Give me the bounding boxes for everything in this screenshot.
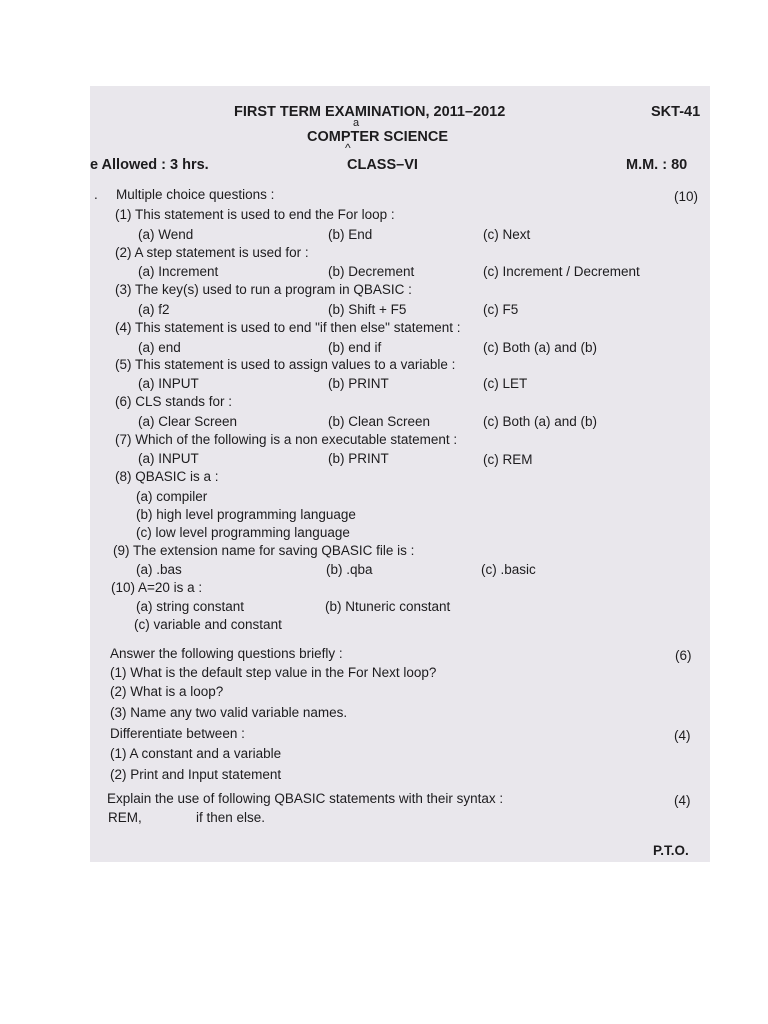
section4-marks: (4)	[674, 793, 691, 808]
option: (c) low level programming language	[136, 525, 350, 540]
option: (c) .basic	[481, 562, 536, 577]
time-allowed: e Allowed : 3 hrs.	[90, 157, 209, 173]
list-item: (2) Print and Input statement	[110, 767, 282, 782]
question: (8) QBASIC is a :	[115, 469, 219, 484]
option: (a) INPUT	[138, 451, 199, 466]
max-marks: M.M. : 80	[626, 157, 688, 173]
option: (a) compiler	[136, 489, 208, 504]
option: (a) Wend	[138, 227, 194, 242]
option: (a) Increment	[138, 264, 219, 279]
option: (a) INPUT	[138, 376, 199, 391]
section3-marks: (4)	[674, 728, 691, 743]
option: (c) REM	[483, 452, 533, 467]
option: (c) LET	[483, 376, 528, 391]
option: (b) .qba	[326, 562, 373, 577]
option: (b) Clean Screen	[328, 414, 431, 429]
class-label: CLASS–VI	[347, 157, 418, 173]
list-item: (1) What is the default step value in the For Next loop?	[110, 665, 437, 680]
question: (7) Which of the following is a non executable statement :	[115, 432, 458, 447]
exam-title: FIRST TERM EXAMINATION, 2011–2012	[234, 104, 506, 120]
question: (5) This statement is used to assign values to a variable :	[115, 357, 456, 372]
question: (9) The extension name for saving QBASIC file is :	[113, 543, 415, 558]
option: (a) f2	[138, 302, 170, 317]
section1-marks: (10)	[674, 189, 699, 204]
option: (c) Both (a) and (b)	[483, 340, 598, 355]
question: (6) CLS stands for :	[115, 394, 233, 409]
list-item: (3) Name any two valid variable names.	[110, 705, 348, 720]
section2-title: Answer the following questions briefly :	[110, 646, 343, 661]
option: (c) F5	[483, 302, 519, 317]
question: (4) This statement is used to end "if then else" statement :	[115, 320, 461, 335]
pto-label: P.T.O.	[653, 843, 689, 858]
caret-mark: ^	[345, 141, 351, 155]
option: (a) Clear Screen	[138, 414, 238, 429]
section3-title: Differentiate between :	[110, 726, 245, 741]
section2-marks: (6)	[675, 648, 692, 663]
option: (b) PRINT	[328, 376, 389, 391]
option: (c) Increment / Decrement	[483, 264, 640, 279]
option: (c) Next	[483, 227, 531, 242]
correction-mark: a	[353, 117, 360, 129]
option: (b) Decrement	[328, 264, 415, 279]
section-bullet: .	[94, 187, 98, 202]
list-item: (1) A constant and a variable	[110, 746, 282, 761]
statement-item: REM,	[108, 810, 142, 825]
question: (1) This statement is used to end the For loop :	[115, 207, 395, 222]
option: (a) end	[138, 340, 181, 355]
option: (b) Ntuneric constant	[325, 599, 451, 614]
option: (a) string constant	[136, 599, 245, 614]
option: (b) PRINT	[328, 451, 389, 466]
statement-item: if then else.	[196, 810, 266, 825]
option: (a) .bas	[136, 562, 182, 577]
question: (3) The key(s) used to run a program in QBASIC :	[115, 282, 412, 297]
question: (10) A=20 is a :	[111, 580, 203, 595]
option: (c) Both (a) and (b)	[483, 414, 598, 429]
question: (2) A step statement is used for :	[115, 245, 309, 260]
paper-code: SKT-41	[651, 104, 701, 120]
option: (c) variable and constant	[134, 617, 282, 632]
list-item: (2) What is a loop?	[110, 684, 224, 699]
option: (b) end if	[328, 340, 382, 355]
option: (b) Shift + F5	[328, 302, 407, 317]
subject-title: COMPTER SCIENCE	[307, 129, 448, 145]
section4-title: Explain the use of following QBASIC statements with their syntax :	[107, 791, 504, 806]
option: (b) End	[328, 227, 373, 242]
section1-title: Multiple choice questions :	[116, 187, 275, 202]
option: (b) high level programming language	[136, 507, 356, 522]
